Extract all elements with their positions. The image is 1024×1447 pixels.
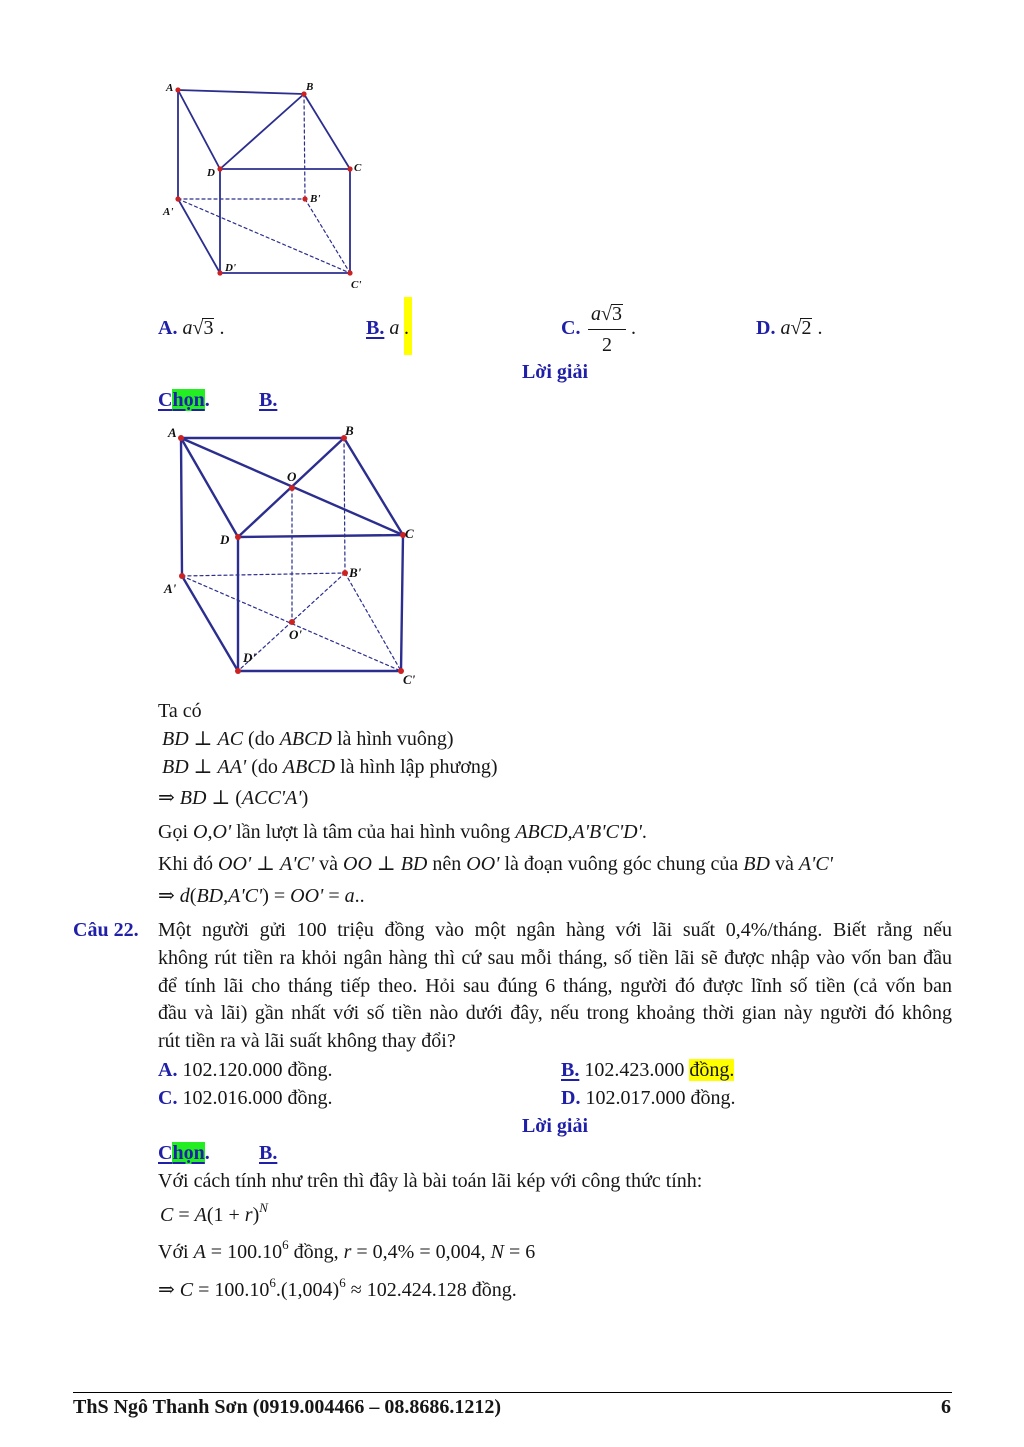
math-symbol: BD — [743, 853, 770, 875]
vertex-dot-O — [289, 485, 295, 491]
text-run: . — [214, 317, 225, 339]
hidden-edge-A_p-B_p — [182, 573, 345, 576]
edge-B-C — [304, 94, 350, 169]
solution-line — [162, 755, 498, 779]
text-run: ( — [189, 885, 197, 907]
text-run: Khi đó — [158, 853, 218, 875]
choose-label-dot: . — [204, 1142, 210, 1164]
vertex-label-C: C — [405, 526, 414, 541]
solution-line — [158, 884, 365, 908]
solution-formula — [160, 1200, 268, 1227]
text-run: đồng, — [288, 1241, 344, 1263]
chosen-answer-row — [158, 388, 210, 412]
solution-line — [158, 1237, 536, 1264]
math-symbol: OO — [343, 853, 372, 875]
text-run: Ta có — [158, 700, 202, 722]
math-symbol: a — [780, 317, 791, 339]
chosen-answer: B. — [259, 1142, 278, 1164]
vertex-dot-B_p — [342, 570, 348, 576]
option-value — [584, 1059, 734, 1081]
math-symbol: r — [343, 1241, 352, 1263]
option-letter: D. — [561, 1087, 581, 1109]
solution-line — [158, 786, 308, 810]
vertex-label-A: A — [166, 82, 174, 94]
math-symbol: ABCD,A'B'C'D' — [515, 821, 642, 843]
option-b — [561, 1058, 734, 1082]
math-symbol: a — [591, 303, 601, 325]
text-run: ⊥ — [371, 853, 401, 875]
text-run: (1 + — [206, 1204, 245, 1226]
math-symbol: AC — [217, 728, 244, 750]
math-symbol: ABCD — [282, 756, 336, 778]
math-symbol: N — [490, 1241, 504, 1263]
text-run: và — [314, 853, 343, 875]
solution-line — [158, 699, 202, 723]
text-run: .(1,004) — [275, 1279, 340, 1301]
option-value — [780, 317, 822, 339]
option-c — [561, 316, 580, 340]
text-run: lần lượt là tâm của hai hình vuông — [231, 821, 516, 843]
vertex-dot-D_p — [217, 270, 222, 275]
choose-label-dot: . — [204, 389, 210, 411]
math-symbol: BD — [179, 787, 207, 809]
text-run: = — [173, 1204, 195, 1226]
math-symbol: ACC'A' — [241, 787, 302, 809]
vertex-label-C_p: C' — [403, 672, 416, 687]
text-run: . — [812, 317, 823, 339]
option-b — [366, 316, 399, 340]
hidden-edge-B_p-C_p — [345, 573, 401, 671]
text-run: ⊥ — [188, 756, 218, 778]
vertex-label-D_p: D' — [243, 650, 256, 665]
option-value: 102.017.000 đồng. — [585, 1087, 736, 1109]
fraction-denominator: 2 — [601, 334, 612, 356]
edge-C-D — [238, 535, 403, 537]
option-value — [182, 317, 224, 339]
option-a — [158, 316, 224, 340]
radicand: 3 — [611, 303, 622, 325]
text-run: ⇒ — [158, 1279, 180, 1301]
vertex-label-B: B — [306, 81, 314, 93]
question-text-line: không rút tiền ra khỏi ngân hàng thì cứ sau mỗi tháng, số tiền lãi sẽ được nhập vào vốn ban đầu — [158, 946, 952, 969]
question-text-line: rút tiền ra và lãi suất không thay đổi? — [158, 1030, 456, 1053]
hidden-edge-B-B_p — [344, 438, 345, 573]
solution-heading: Lời giải — [521, 1115, 589, 1137]
question-number: Câu 22. — [73, 919, 139, 941]
solution-line — [158, 820, 647, 844]
vertex-label-D: D — [207, 167, 215, 179]
vertex-dot-D — [217, 166, 222, 171]
math-symbol: BD — [162, 728, 189, 750]
math-symbol: OO' — [218, 853, 252, 875]
vertex-label-A_p: A' — [164, 581, 177, 596]
text-run: ⇒ — [158, 787, 180, 809]
edge-B-D — [220, 94, 304, 169]
hidden-edge-A_p-C_p — [178, 199, 350, 273]
math-symbol: OO' — [290, 885, 324, 907]
radical-sign: √ — [192, 317, 204, 339]
vertex-dot-C_p — [347, 270, 352, 275]
choose-label — [158, 389, 205, 411]
edge-A_p-D_p — [178, 199, 220, 273]
chosen-answer: B. — [259, 389, 278, 411]
math-symbol: r — [244, 1204, 253, 1226]
math-symbol: BD,A'C' — [196, 885, 263, 907]
option-letter: B. — [366, 317, 385, 339]
text-run: = 6 — [503, 1241, 536, 1263]
radicand: 3 — [203, 317, 214, 339]
math-symbol: BD — [162, 756, 189, 778]
vertex-label-D: D — [220, 532, 230, 547]
choose-label-highlight: họn — [172, 389, 205, 411]
option-value-end: . — [631, 317, 636, 339]
text-run: Với cách tính như trên thì đây là bài toán lãi kép với công thức tính: — [158, 1170, 703, 1192]
text-run: = 0,4% = 0,004, — [351, 1241, 491, 1263]
vertex-dot-A — [178, 435, 184, 441]
choose-label — [158, 1142, 205, 1164]
superscript: 6 — [339, 1275, 346, 1290]
edge-A-A_p — [181, 438, 182, 576]
text-run: .. — [354, 885, 365, 907]
vertex-dot-A_p — [179, 573, 185, 579]
edge-A_p-D_p — [182, 576, 238, 671]
math-symbol: A — [194, 1204, 207, 1226]
text-run: ⊥ — [251, 853, 280, 875]
question-text — [158, 917, 952, 1056]
text-run: là hình vuông) — [331, 728, 454, 750]
fraction-numerator — [588, 302, 626, 330]
math-symbol: BD — [400, 853, 428, 875]
question-text-line: đầu và lãi) gần nhất với số tiền nào dưới đây, nếu trong khoảng thời gian này người đó không — [158, 1002, 952, 1025]
text-run: ) = — [262, 885, 291, 907]
math-symbol: O,O' — [193, 821, 232, 843]
solution-line — [158, 1275, 517, 1302]
vertex-label-O: O — [287, 469, 297, 484]
vertex-dot-D — [235, 534, 241, 540]
vertex-dot-A_p — [175, 196, 180, 201]
option-letter: C. — [158, 1087, 178, 1109]
hidden-edge-B_p-C_p — [305, 199, 350, 273]
text-run: (do — [246, 756, 283, 778]
option-a — [158, 1058, 332, 1082]
answer-highlight-mark — [404, 297, 412, 355]
text-run: ≈ 102.424.128 đồng. — [345, 1279, 517, 1301]
choose-label-first: C — [158, 389, 173, 411]
solution-line — [158, 852, 833, 876]
edge-D-A — [181, 438, 238, 537]
text-run: Với — [158, 1241, 194, 1263]
option-value-number: 102.423.000 — [584, 1059, 690, 1081]
option-value: 102.016.000 đồng. — [182, 1087, 333, 1109]
math-symbol: a — [344, 885, 355, 907]
page-number: 6 — [941, 1396, 951, 1418]
text-run: . — [641, 821, 647, 843]
text-run: nên — [427, 853, 467, 875]
vertex-label-B_p: B' — [310, 193, 321, 205]
footer-divider — [73, 1392, 952, 1393]
math-symbol: A'C' — [279, 853, 315, 875]
text-run: ⊥ — [188, 728, 218, 750]
text-run: ⊥ ( — [206, 787, 242, 809]
edge-C-C_p — [401, 535, 403, 671]
vertex-label-A_p: A' — [163, 206, 174, 218]
text-run: = 100.10 — [193, 1279, 270, 1301]
math-symbol: OO' — [466, 853, 500, 875]
option-value-highlight: đồng. — [689, 1059, 735, 1081]
math-symbol: C — [160, 1204, 174, 1226]
vertex-label-A: A — [168, 425, 177, 440]
text-run: ) — [301, 787, 309, 809]
edge-D-A — [178, 90, 220, 169]
vertex-dot-A — [175, 87, 180, 92]
cube-figure-question — [150, 75, 380, 300]
vertex-dot-B_p — [302, 196, 307, 201]
vertex-label-C_p: C' — [351, 279, 362, 291]
option-letter: D. — [756, 317, 776, 339]
vertex-label-B_p: B' — [349, 565, 362, 580]
math-symbol: C — [179, 1279, 194, 1301]
superscript: 6 — [269, 1275, 276, 1290]
radical-sign: √ — [601, 303, 612, 325]
math-symbol: a — [389, 317, 400, 339]
question-text-line: Một người gửi 100 triệu đồng vào một ngân hàng với lãi suất 0,4%/tháng. Biết rằng nếu — [158, 919, 952, 941]
text-run: ) — [252, 1204, 260, 1226]
radical-sign: √ — [790, 317, 802, 339]
math-symbol: AA' — [217, 756, 247, 778]
edge-B-C — [344, 438, 403, 535]
option-letter: A. — [158, 1059, 178, 1081]
vertex-dot-O_p — [289, 619, 295, 625]
option-c — [158, 1086, 332, 1110]
option-letter: B. — [561, 1059, 580, 1081]
vertex-dot-D_p — [235, 668, 241, 674]
chosen-answer-row — [158, 1141, 210, 1165]
option-letter: A. — [158, 317, 178, 339]
math-symbol: d — [179, 885, 190, 907]
option-value: 102.120.000 đồng. — [182, 1059, 333, 1081]
option-value — [389, 317, 399, 339]
text-run: là đoạn vuông góc chung của — [499, 853, 744, 875]
choose-label-highlight: họn — [172, 1142, 205, 1164]
text-run: và — [769, 853, 799, 875]
superscript: N — [259, 1200, 268, 1215]
math-symbol: a — [182, 317, 193, 339]
text-run: ⇒ — [158, 885, 180, 907]
hidden-edge-B-B_p — [304, 94, 305, 199]
solution-line — [162, 727, 454, 751]
edge-A-B — [178, 90, 304, 94]
math-symbol: A'C' — [798, 853, 833, 875]
superscript: 6 — [282, 1237, 289, 1252]
option-d — [561, 1086, 735, 1110]
vertex-dot-C — [347, 166, 352, 171]
text-run: = — [323, 885, 345, 907]
option-d — [756, 316, 822, 340]
cube-figure-solution — [155, 418, 430, 693]
math-symbol: A — [193, 1241, 206, 1263]
solution-line — [158, 1169, 702, 1193]
choose-label-first: C — [158, 1142, 173, 1164]
text-run: là hình lập phương) — [335, 756, 498, 778]
radicand: 2 — [801, 317, 812, 339]
option-c-fraction — [588, 302, 626, 357]
vertex-label-D_p: D' — [225, 262, 236, 274]
text-run: = 100.10 — [205, 1241, 283, 1263]
text-run: (do — [243, 728, 280, 750]
vertex-label-B: B — [345, 423, 354, 438]
math-symbol: ABCD — [279, 728, 332, 750]
option-letter: C. — [561, 317, 581, 339]
text-run: Gọi — [158, 821, 193, 843]
footer-author: ThS Ngô Thanh Sơn (0919.004466 – 08.8686.1212) — [73, 1396, 502, 1418]
solution-heading: Lời giải — [521, 361, 589, 383]
question-text-line: để tính lãi cho tháng tiếp theo. Hỏi sau đúng 6 tháng, người đó được lĩnh số tiền (cả vốn ban — [158, 974, 952, 997]
vertex-label-O_p: O' — [289, 627, 302, 642]
vertex-label-C: C — [354, 162, 362, 174]
option-value-end: . — [404, 317, 409, 339]
